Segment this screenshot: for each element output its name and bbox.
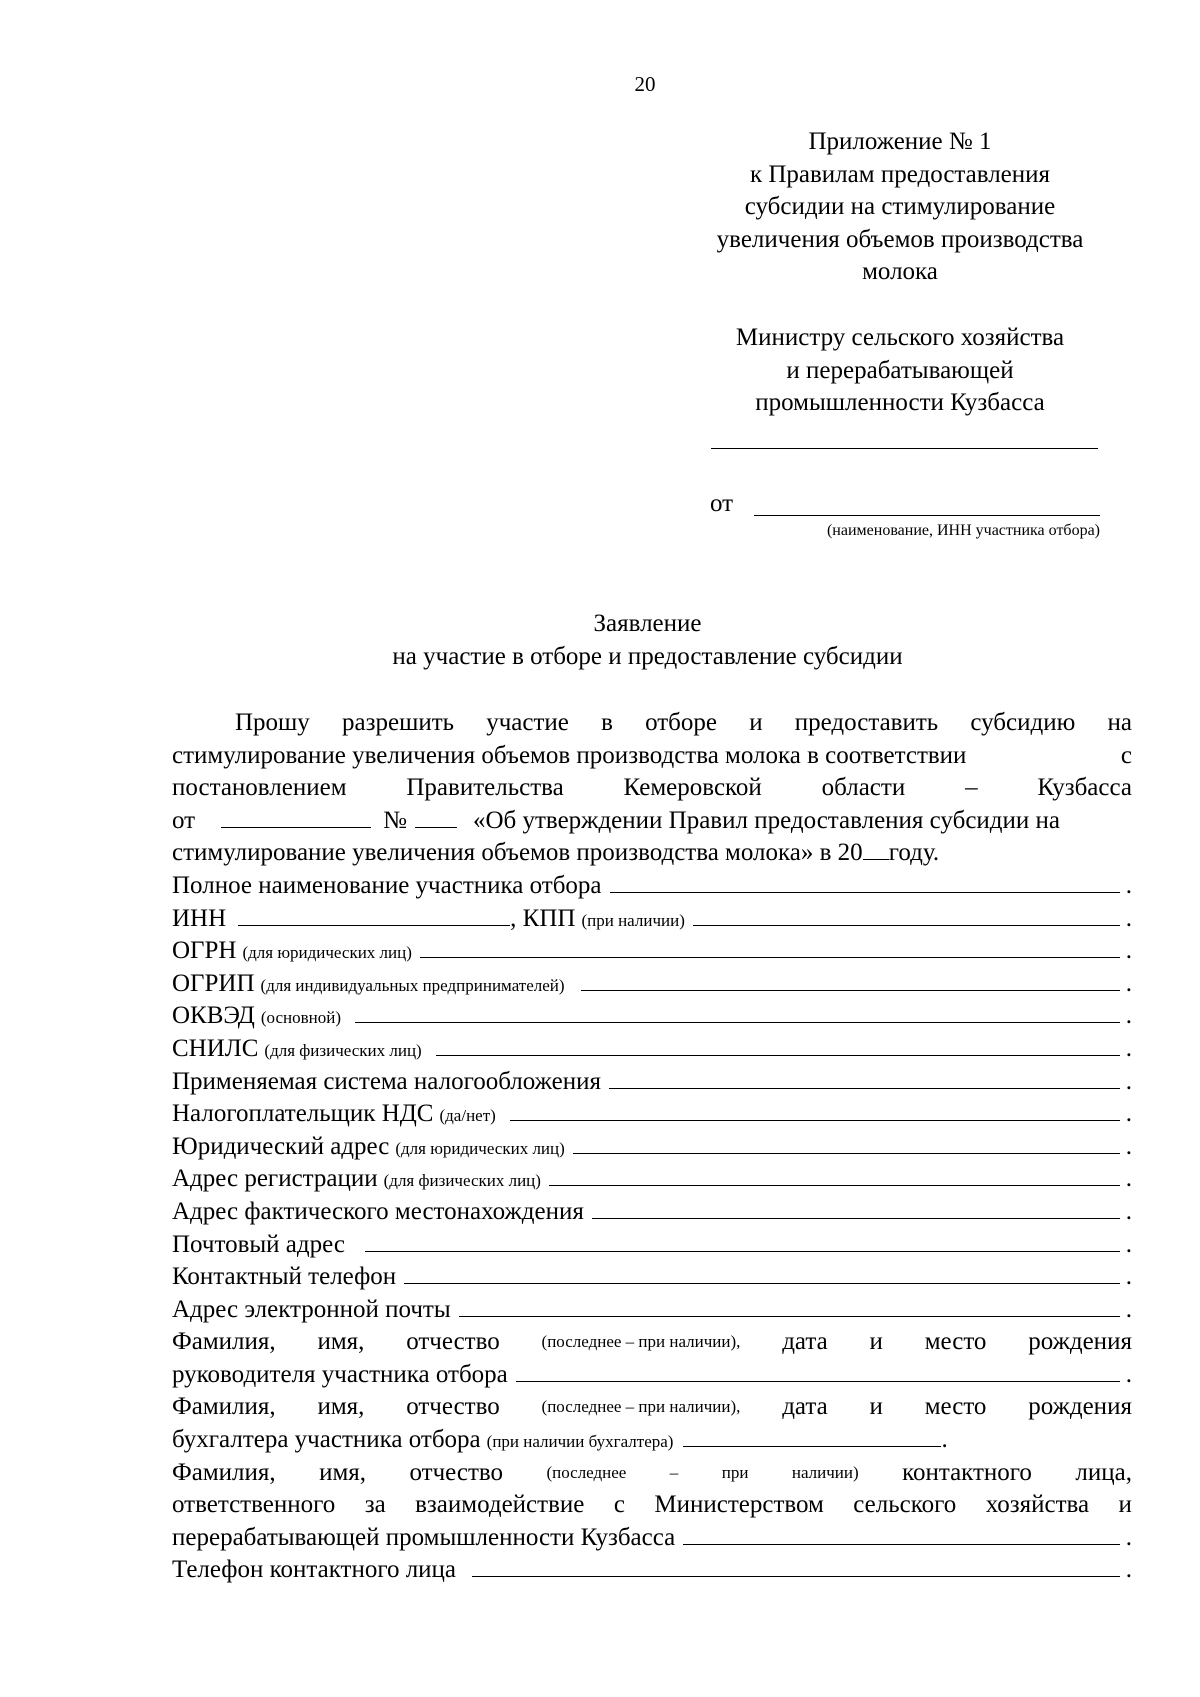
field-hint: (основной): [260, 1008, 341, 1028]
word: ответственного: [172, 1491, 336, 1519]
field-hint: (для юридических лиц): [242, 943, 412, 963]
word: место: [924, 1393, 987, 1421]
field-label: ОГРН: [172, 937, 237, 965]
page-number: 20: [634, 72, 656, 96]
field-ogrip: [172, 968, 1132, 1001]
snils-blank[interactable]: [436, 1033, 1120, 1056]
field-full-name: [172, 870, 1132, 903]
document-title: [160, 608, 1135, 673]
field-hint: (последнее – при наличии),: [541, 1332, 741, 1352]
word: дата: [782, 1328, 828, 1356]
word: имя,: [319, 1458, 367, 1486]
field-ogrn: [172, 935, 1132, 968]
actual-address-blank[interactable]: [592, 1196, 1120, 1219]
application-body: [172, 707, 1132, 1587]
field-label: Налогоплательщик НДС: [172, 1100, 434, 1128]
word: контактного: [902, 1458, 1032, 1486]
intro-line: [172, 740, 1132, 773]
inn-blank[interactable]: [238, 903, 510, 926]
intro-line: [172, 772, 1132, 805]
addressee-line: и перерабатывающей: [786, 356, 1014, 384]
word: отчество: [409, 1458, 504, 1486]
from-blank[interactable]: [754, 515, 1100, 516]
field-hint: (для юридических лиц): [395, 1138, 565, 1158]
field-label: СНИЛС: [172, 1034, 259, 1062]
word: Фамилия,: [172, 1458, 276, 1486]
accountant-blank[interactable]: [683, 1424, 941, 1447]
period: .: [1125, 969, 1132, 997]
intro-line: [172, 837, 1132, 870]
word: области: [821, 774, 906, 802]
word: имя,: [317, 1393, 365, 1421]
email-blank[interactable]: [459, 1294, 1120, 1317]
addressee-line: Министру сельского хозяйства: [735, 324, 1065, 351]
contact-person-blank[interactable]: [683, 1522, 1120, 1545]
word: и: [749, 709, 763, 736]
reg-address-blank[interactable]: [549, 1163, 1120, 1186]
word: Кемеровской: [623, 774, 762, 802]
period: .: [1125, 1360, 1132, 1388]
field-reg-address: [172, 1163, 1132, 1196]
tax-system-blank[interactable]: [609, 1066, 1120, 1089]
word: Министерством: [654, 1491, 824, 1519]
intro-text: «Об утверждении Правил предоставления субсидии на: [472, 806, 1061, 834]
field-actual-address: [172, 1196, 1132, 1229]
field-label: Полное наименование участника отбора: [172, 871, 602, 899]
field-label: ИНН: [172, 904, 227, 932]
field-label: Применяемая система налогообложения: [172, 1067, 601, 1095]
contact-phone-blank[interactable]: [472, 1554, 1120, 1577]
period: .: [1125, 1295, 1132, 1323]
word: Фамилия,: [172, 1393, 276, 1421]
field-hint: (последнее: [546, 1462, 627, 1482]
accountant-line: [172, 1391, 1132, 1424]
field-label: бухгалтера участника отбора: [172, 1426, 481, 1454]
addressee-block: [680, 322, 1120, 420]
decree-date-blank[interactable]: [221, 805, 371, 828]
field-hint: (при наличии бухгалтера): [486, 1432, 674, 1452]
field-hint: (для физических лиц): [264, 1040, 422, 1060]
word: рождения: [1028, 1393, 1132, 1421]
field-tax-system: [172, 1066, 1132, 1099]
word: взаимодействие: [415, 1491, 585, 1519]
word: Прошу: [235, 709, 310, 736]
attachment-line: к Правилам предоставления: [749, 160, 1051, 188]
intro-text: от: [172, 806, 196, 834]
field-label: ОКВЭД: [172, 1002, 255, 1030]
contact-line: [172, 1489, 1132, 1522]
period: .: [1125, 937, 1132, 965]
vat-blank[interactable]: [510, 1098, 1120, 1121]
word: Правительства: [406, 774, 564, 802]
attachment-line: субсидии на стимулирование: [744, 193, 1056, 221]
intro-text: №: [383, 806, 407, 834]
word: участие: [486, 709, 569, 736]
period: .: [1125, 1100, 1132, 1128]
word: сельского: [853, 1491, 957, 1519]
full-name-blank[interactable]: [610, 870, 1120, 893]
year-blank[interactable]: [863, 837, 889, 860]
field-hint: –: [669, 1462, 679, 1482]
phone-blank[interactable]: [404, 1261, 1120, 1284]
attachment-header: [680, 126, 1120, 289]
period: .: [1125, 1034, 1132, 1062]
intro-text: стимулирование увеличения объемов производства молока в соответствии: [172, 741, 967, 769]
word: и: [869, 1328, 883, 1356]
word: за: [364, 1491, 386, 1519]
field-label: Телефон контактного лица: [172, 1556, 457, 1584]
word: отчество: [406, 1328, 500, 1356]
period: .: [1125, 1230, 1132, 1258]
addressee-line: промышленности Кузбасса: [755, 389, 1045, 417]
word: с: [613, 1491, 625, 1519]
word: предоставить: [794, 709, 939, 736]
field-phone: [172, 1261, 1132, 1294]
period: .: [1125, 871, 1132, 899]
intro-line: [172, 707, 1132, 740]
kpp-blank[interactable]: [693, 903, 1120, 926]
field-contact-phone: [172, 1554, 1132, 1587]
intro-line-decree: [172, 805, 1132, 838]
word: разрешить: [342, 709, 455, 736]
field-okved: [172, 1000, 1132, 1033]
field-hint: (последнее – при наличии),: [541, 1397, 741, 1417]
field-hint: наличии): [791, 1462, 859, 1482]
word: место: [924, 1328, 987, 1356]
okved-blank[interactable]: [355, 1000, 1120, 1023]
intro-text: году.: [888, 839, 940, 867]
word: имя,: [317, 1328, 365, 1356]
field-postal-address: [172, 1229, 1132, 1262]
period: .: [1125, 1523, 1132, 1551]
field-hint: (при наличии): [581, 910, 685, 930]
ogrn-blank[interactable]: [420, 935, 1120, 958]
field-label: Адрес электронной почты: [172, 1295, 451, 1323]
attachment-line: увеличения объемов производства: [716, 225, 1084, 253]
field-head: [172, 1359, 1132, 1392]
addressee-blank[interactable]: [711, 448, 1098, 449]
field-accountant: [172, 1424, 1132, 1457]
ogrip-blank[interactable]: [581, 968, 1120, 991]
intro-text: с: [1120, 741, 1132, 769]
field-label: Юридический адрес: [172, 1132, 390, 1160]
field-hint: (для индивидуальных предпринимателей): [260, 975, 565, 995]
word: рождения: [1028, 1328, 1132, 1356]
word: дата: [782, 1393, 828, 1421]
attachment-line: молока: [862, 258, 938, 286]
word: хозяйства: [985, 1491, 1090, 1519]
word: субсидию: [970, 709, 1076, 736]
field-label: Адрес фактического местонахождения: [172, 1197, 584, 1225]
period: .: [1125, 1002, 1132, 1030]
field-snils: [172, 1033, 1132, 1066]
word: отчество: [406, 1393, 500, 1421]
field-label: , КПП: [510, 904, 576, 932]
word: и: [1118, 1491, 1132, 1519]
period: .: [1125, 1132, 1132, 1160]
field-label: Контактный телефон: [172, 1263, 397, 1291]
word: лица,: [1075, 1458, 1132, 1486]
field-hint: (да/нет): [439, 1106, 496, 1126]
attachment-line: Приложение № 1: [808, 128, 992, 155]
word: постановлением: [172, 774, 347, 802]
word: в: [601, 709, 613, 736]
field-inn-kpp: [172, 903, 1132, 936]
word: Фамилия,: [172, 1328, 276, 1356]
word: и: [869, 1393, 883, 1421]
from-row: [710, 490, 1100, 520]
period: .: [1125, 1197, 1132, 1225]
postal-address-blank[interactable]: [365, 1229, 1120, 1252]
contact-line: [172, 1457, 1132, 1490]
word: на: [1107, 709, 1132, 736]
period: .: [1125, 904, 1132, 932]
field-legal-address: [172, 1131, 1132, 1164]
head-blank[interactable]: [516, 1359, 1120, 1382]
period: .: [941, 1426, 948, 1454]
intro-text: стимулирование увеличения объемов производства молока» в 20: [172, 839, 863, 867]
word: Кузбасса: [1037, 774, 1132, 802]
field-hint: при: [721, 1462, 749, 1482]
field-vat: [172, 1098, 1132, 1131]
field-label: перерабатывающей промышленности Кузбасса: [172, 1523, 676, 1551]
field-contact-person: [172, 1522, 1132, 1555]
decree-number-blank[interactable]: [415, 805, 457, 828]
head-line: [172, 1326, 1132, 1359]
period: .: [1125, 1067, 1132, 1095]
from-label: от: [710, 490, 734, 517]
subtitle-line: на участие в отборе и предоставление субсидии: [392, 642, 903, 670]
field-email: [172, 1294, 1132, 1327]
field-label: руководителя участника отбора: [172, 1360, 508, 1388]
field-label: ОГРИП: [172, 969, 255, 997]
period: .: [1125, 1165, 1132, 1193]
period: .: [1125, 1263, 1132, 1291]
field-label: Почтовый адрес: [172, 1230, 345, 1258]
word: –: [965, 774, 978, 802]
field-label: Адрес регистрации: [172, 1165, 378, 1193]
field-hint: (для физических лиц): [383, 1171, 541, 1191]
period: .: [1125, 1556, 1132, 1584]
title-line: Заявление: [593, 610, 702, 637]
from-hint: (наименование, ИНН участника отбора): [826, 522, 1100, 539]
word: отборе: [645, 709, 717, 736]
legal-address-blank[interactable]: [573, 1131, 1120, 1154]
